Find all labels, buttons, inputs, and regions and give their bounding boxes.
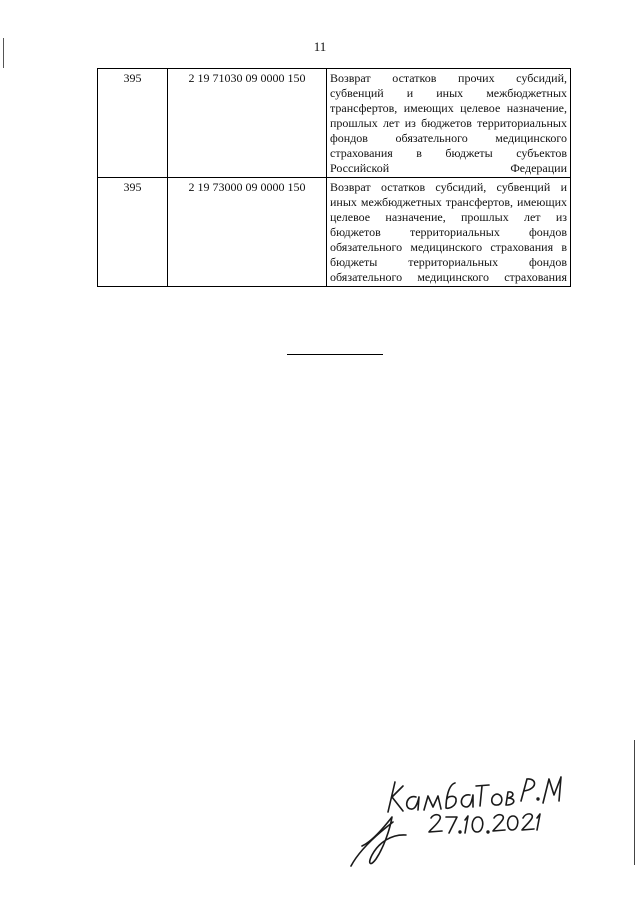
signature-date-stroke xyxy=(465,816,468,833)
signature-name-stroke xyxy=(407,797,419,810)
signature-name-stroke xyxy=(446,783,456,808)
signature-name-stroke xyxy=(388,782,403,812)
signature-date-stroke xyxy=(446,817,457,833)
signature-name-stroke xyxy=(461,795,473,807)
signature-date-stroke xyxy=(493,815,505,831)
description-cell: Возврат остатков субсидий, субвенций и иных межбюджетных трансфертов, имеющих целевое назначение, прошлых лет из бюджетов территориальных фондов обязательного медицинского страхования в бюджеты территориальных фондов обязательного медицинского страхования xyxy=(327,178,571,287)
admin-code-cell: 395 xyxy=(98,178,168,287)
signature-name-stroke xyxy=(537,798,539,800)
signature-mark-stroke xyxy=(351,822,393,866)
signature-name-stroke xyxy=(543,777,561,803)
signature-date-stroke xyxy=(459,831,461,833)
signature-date-stroke xyxy=(522,814,534,830)
signature-name-stroke xyxy=(492,794,502,805)
signature-name-stroke xyxy=(521,779,535,801)
admin-code-cell: 395 xyxy=(98,69,168,178)
description-cell: Возврат остатков прочих субсидий, субвенций и иных межбюджетных трансфертов, имеющих целевое назначение, прошлых лет из бюджетов территориальных фондов обязательного медицинского страхования в бюджеты субъектов Российской Федерации xyxy=(327,69,571,178)
signature-name-stroke xyxy=(424,796,441,810)
signature-mark-stroke xyxy=(362,817,406,864)
signature-name-stroke xyxy=(476,785,489,806)
kbk-code-cell: 2 19 73000 09 0000 150 xyxy=(168,178,327,287)
signature-date-stroke xyxy=(472,817,483,832)
signature-name-stroke xyxy=(506,792,514,805)
page-number: 11 xyxy=(313,39,327,54)
signature-date-stroke xyxy=(508,816,518,830)
signature-date-stroke xyxy=(537,814,540,830)
kbk-code-cell: 2 19 71030 09 0000 150 xyxy=(168,69,327,178)
signature-date-stroke xyxy=(487,831,489,833)
signature-date-stroke xyxy=(429,815,442,832)
